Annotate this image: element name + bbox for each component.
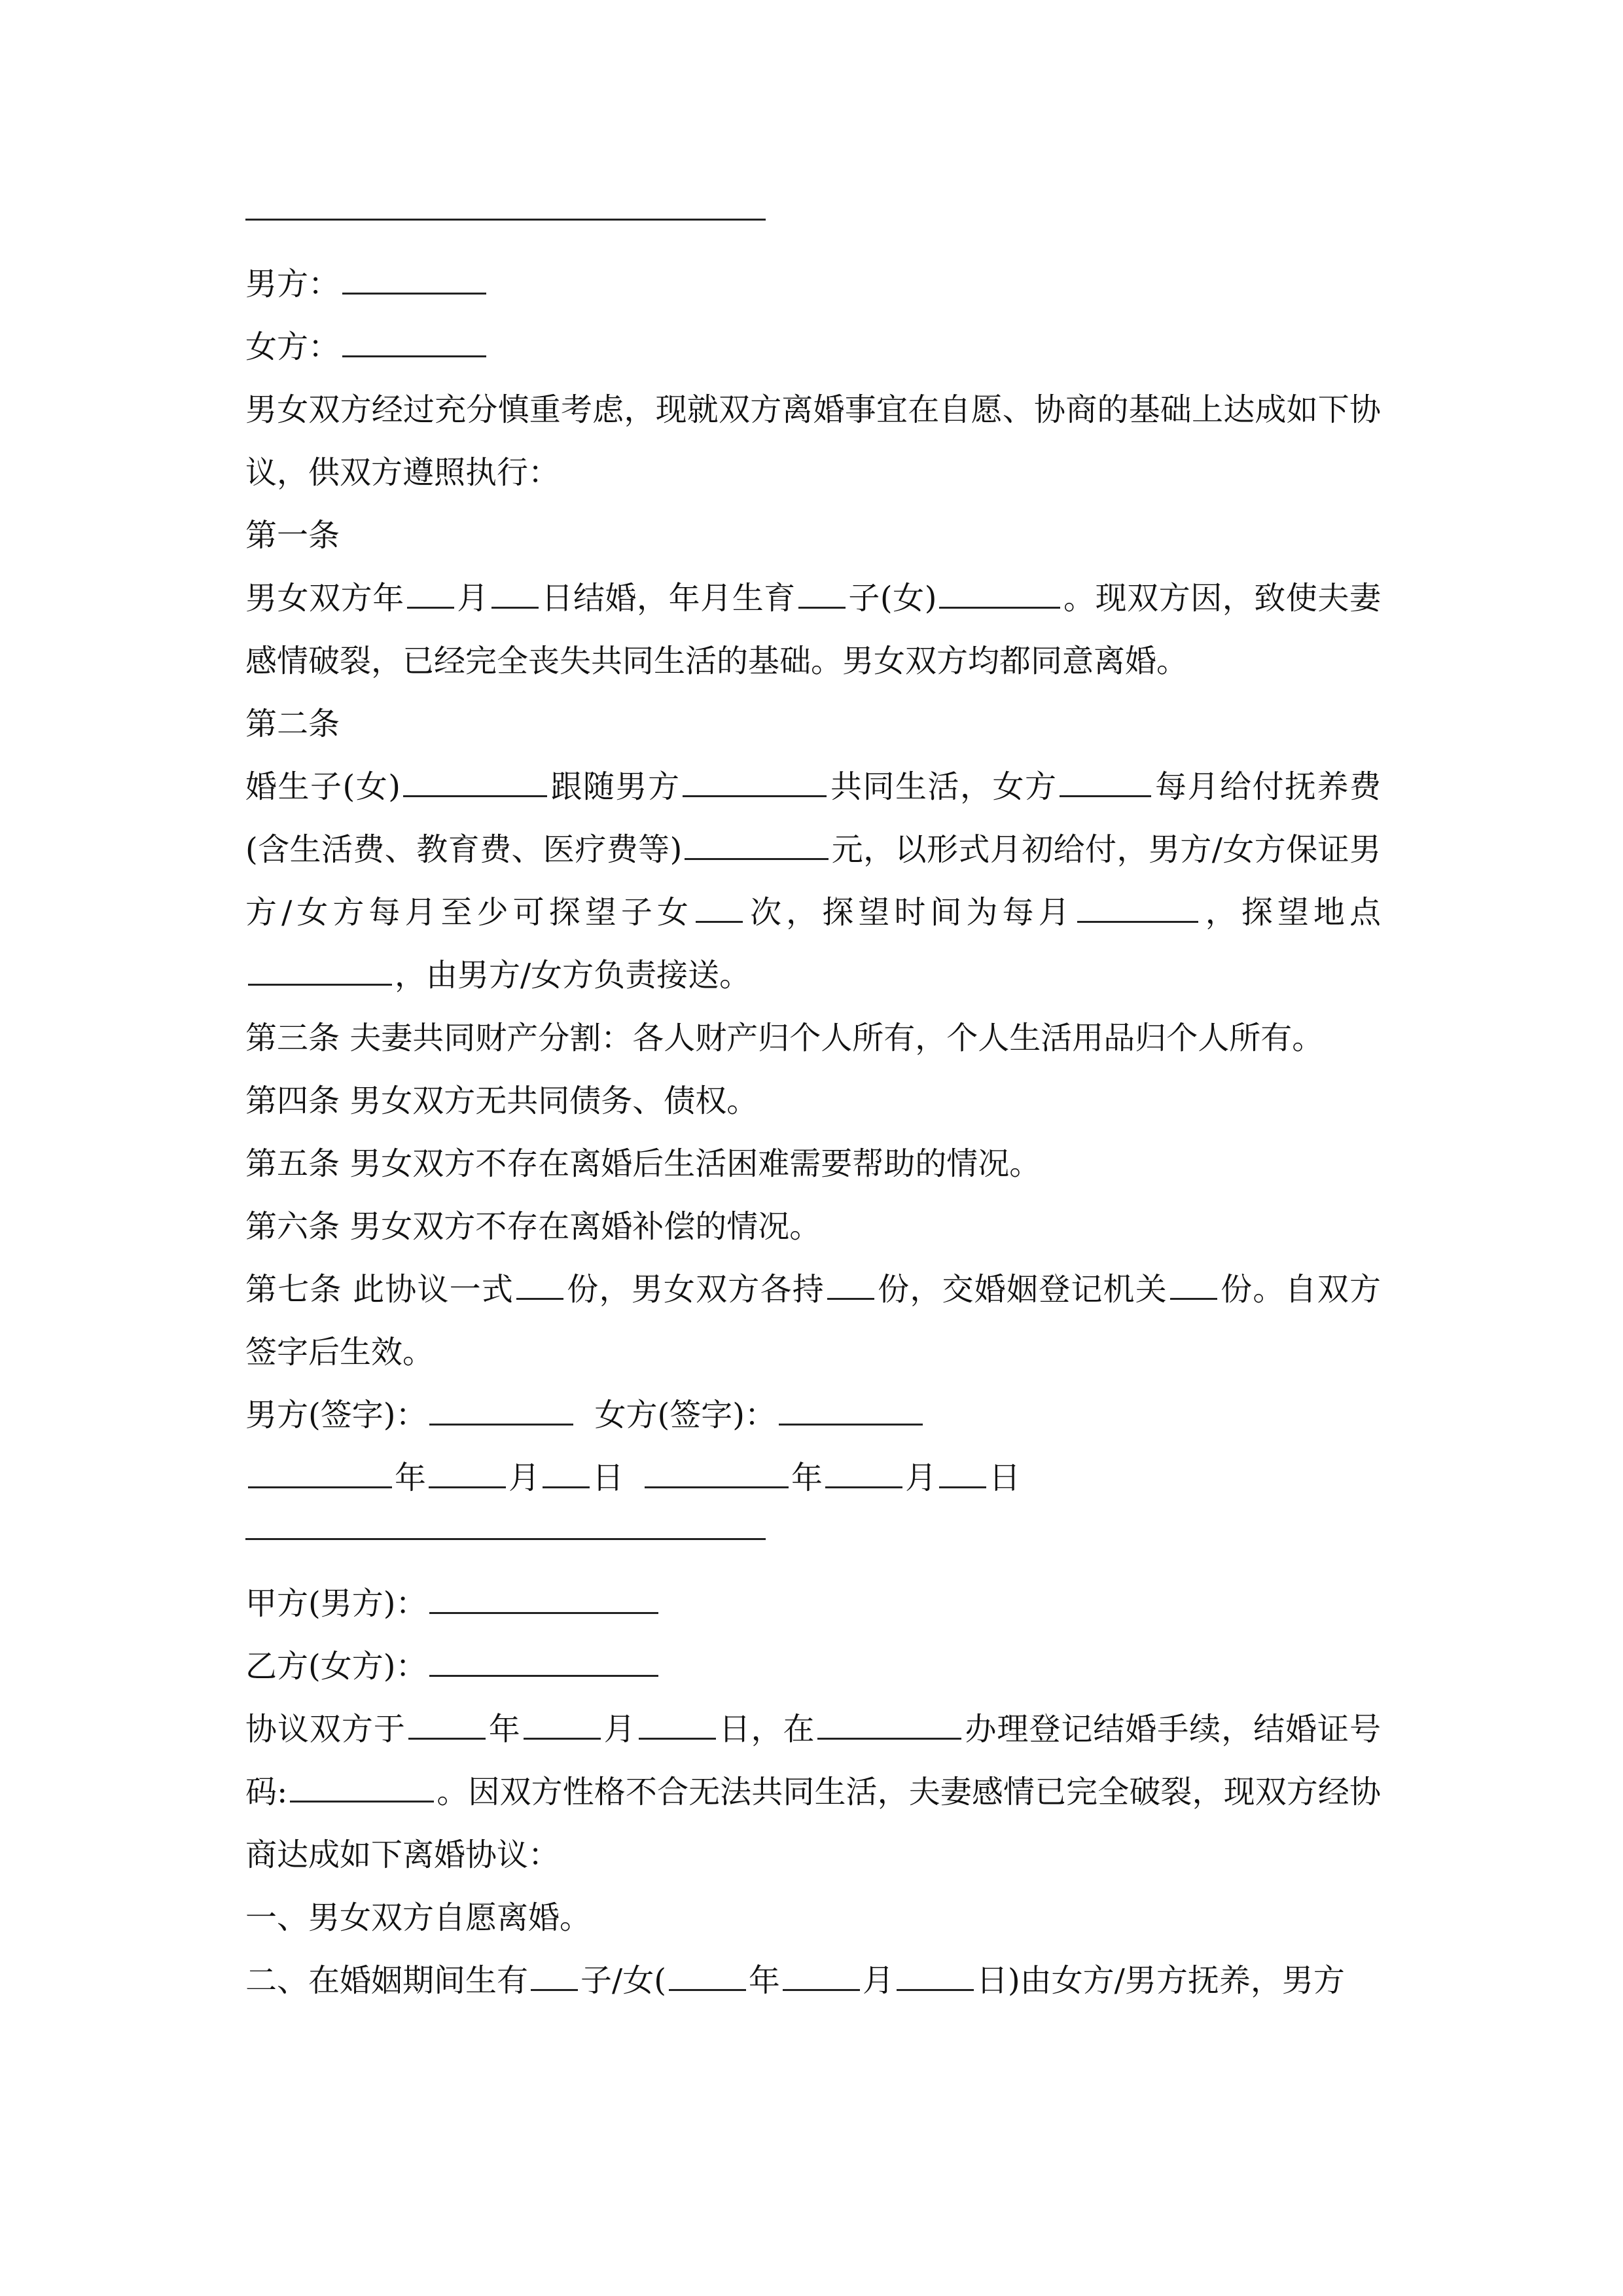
item2-text-5: 日)由女方/男方抚养，男方 [976,1962,1345,1999]
date-year-label: 年 [395,1460,427,1496]
female-signature-label: 女方(签字)： [594,1397,776,1433]
party-b-line [245,1635,1381,1698]
male-sign-day-blank[interactable] [543,1454,590,1488]
a2-text-4: 每月给付抚养费(含生活费、教育费、医疗费等) [245,768,1381,868]
article-4: 第四条 男女双方无共同债务、债权。 [245,1083,758,1119]
section-divider [245,190,1381,253]
article-3: 第三条 夫妻共同财产分割：各人财产归个人所有，个人生活用品归个人所有。 [245,1020,1324,1056]
a7-text-1: 第七条 此协议一式 [245,1271,514,1308]
article-5: 第五条 男女双方不存在离婚后生活困难需要帮助的情况。 [245,1145,1041,1182]
a2-text-3: 共同生活，女方 [829,768,1058,805]
marriage-day-blank[interactable] [491,574,539,609]
a1-text-3: 日结婚，年月生育 [541,580,796,617]
p1-text-2: 年 [488,1711,521,1748]
a7-text-3: 份，交婚姻登记机关 [876,1271,1168,1308]
male-party-label: 男方： [245,266,340,302]
female-sign-year-blank[interactable] [645,1454,789,1488]
marriage-year-blank[interactable] [407,574,454,609]
p1-text-5: 办理登记结婚手续，结婚证号码: [245,1711,1381,1810]
p1-text-3: 月 [603,1711,636,1748]
male-party-line [245,253,1381,315]
a2-text-1: 婚生子(女) [245,768,401,805]
a1-text-2: 月 [456,580,489,617]
item-2 [245,1949,1381,2012]
male-name-blank[interactable] [342,260,486,295]
item2-text-1: 二、在婚姻期间生有 [245,1962,529,1999]
male-sign-year-blank[interactable] [248,1454,392,1488]
support-amount-blank[interactable] [685,825,829,860]
date-day-label: 日 [989,1460,1021,1496]
a2-text-2: 跟随男方 [549,768,681,805]
reg-place-blank[interactable] [817,1705,961,1740]
p1-text-4: 日，在 [718,1711,815,1748]
a1-text-4: 子(女) [847,580,937,617]
article-1-text [245,567,1381,692]
visit-time-blank[interactable] [1077,888,1198,923]
male-sign-month-blank[interactable] [429,1454,506,1488]
article-1-title: 第一条 [245,517,340,554]
party-a-label: 甲方(男方)： [245,1585,427,1622]
reg-day-blank[interactable] [639,1705,716,1740]
item2-text-2: 子/女( [580,1962,666,1999]
a2-text-5: 元，以形式月初给付，男方/女方保证男方/女方每月至少可探望子女 [245,831,1381,931]
date-year-label: 年 [791,1460,823,1496]
support-blank[interactable] [1060,762,1151,797]
date-month-label: 月 [508,1460,541,1496]
female-signature-blank[interactable] [779,1391,923,1426]
custody-blank[interactable] [683,762,827,797]
male-signature-blank[interactable] [429,1391,573,1426]
item-1: 一、男女双方自愿离婚。 [245,1899,592,1936]
female-party-label: 女方： [245,329,340,365]
female-sign-month-blank[interactable] [825,1454,902,1488]
reg-year-blank[interactable] [408,1705,486,1740]
child-blank[interactable] [403,762,547,797]
copies-total-blank[interactable] [516,1265,563,1300]
intro-paragraph: 男女双方经过充分慎重考虑，现就双方离婚事宜在自愿、协商的基础上达成如下协议，供双方遵照执行： [245,391,1381,491]
p1-text-1: 协议双方于 [245,1711,406,1748]
document-body [245,190,1381,2012]
female-party-line [245,315,1381,378]
item2-text-3: 年 [748,1962,780,1999]
certificate-number-blank[interactable] [290,1768,434,1803]
party-a-line [245,1572,1381,1635]
female-name-blank[interactable] [342,323,486,357]
article-6: 第六条 男女双方不存在离婚补偿的情况。 [245,1208,821,1245]
children-count-blank[interactable] [798,574,846,609]
visit-place-blank[interactable] [248,951,392,986]
birth-day-blank[interactable] [897,1956,974,1991]
party-b-label: 乙方(女方)： [245,1648,427,1685]
a2-text-7: ，探望地点 [1200,894,1381,931]
signature-line [245,1384,1381,1446]
a2-text-8: ，由男方/女方负责接送。 [395,957,751,994]
marriage-registration-paragraph [245,1698,1381,1886]
item2-text-4: 月 [862,1962,894,1999]
reg-month-blank[interactable] [524,1705,601,1740]
a7-text-2: 份，男女双方各持 [566,1271,825,1308]
article-7 [245,1258,1381,1384]
copies-each-blank[interactable] [827,1265,874,1300]
party-a-blank[interactable] [429,1579,658,1614]
female-sign-day-blank[interactable] [939,1454,986,1488]
date-day-label: 日 [592,1460,624,1496]
visit-count-blank[interactable] [696,888,743,923]
section-divider [245,1509,1381,1572]
a2-text-6: 次，探望时间为每月 [745,894,1075,931]
child-name-blank[interactable] [939,574,1060,609]
child-count-blank[interactable] [531,1956,578,1991]
date-month-label: 月 [905,1460,937,1496]
article-2-text [245,755,1381,1007]
a7-text-4: 份。自双方签字后生效。 [245,1271,1381,1371]
p1-text-6: 。因双方性格不合无法共同生活，夫妻感情已完全破裂，现双方经协商达成如下离婚协议： [245,1774,1381,1873]
male-signature-label: 男方(签字)： [245,1397,427,1433]
birth-year-blank[interactable] [669,1956,746,1991]
article-2-title: 第二条 [245,706,340,742]
signature-date-line [245,1446,1381,1509]
birth-month-blank[interactable] [783,1956,860,1991]
copies-registry-blank[interactable] [1170,1265,1217,1300]
party-b-blank[interactable] [429,1642,658,1677]
a1-text-5: 。现双方因，致使夫妻感情破裂，已经完全丧失共同生活的基础。男女双方均都同意离婚。 [245,580,1381,679]
a1-text-1: 男女双方年 [245,580,404,617]
